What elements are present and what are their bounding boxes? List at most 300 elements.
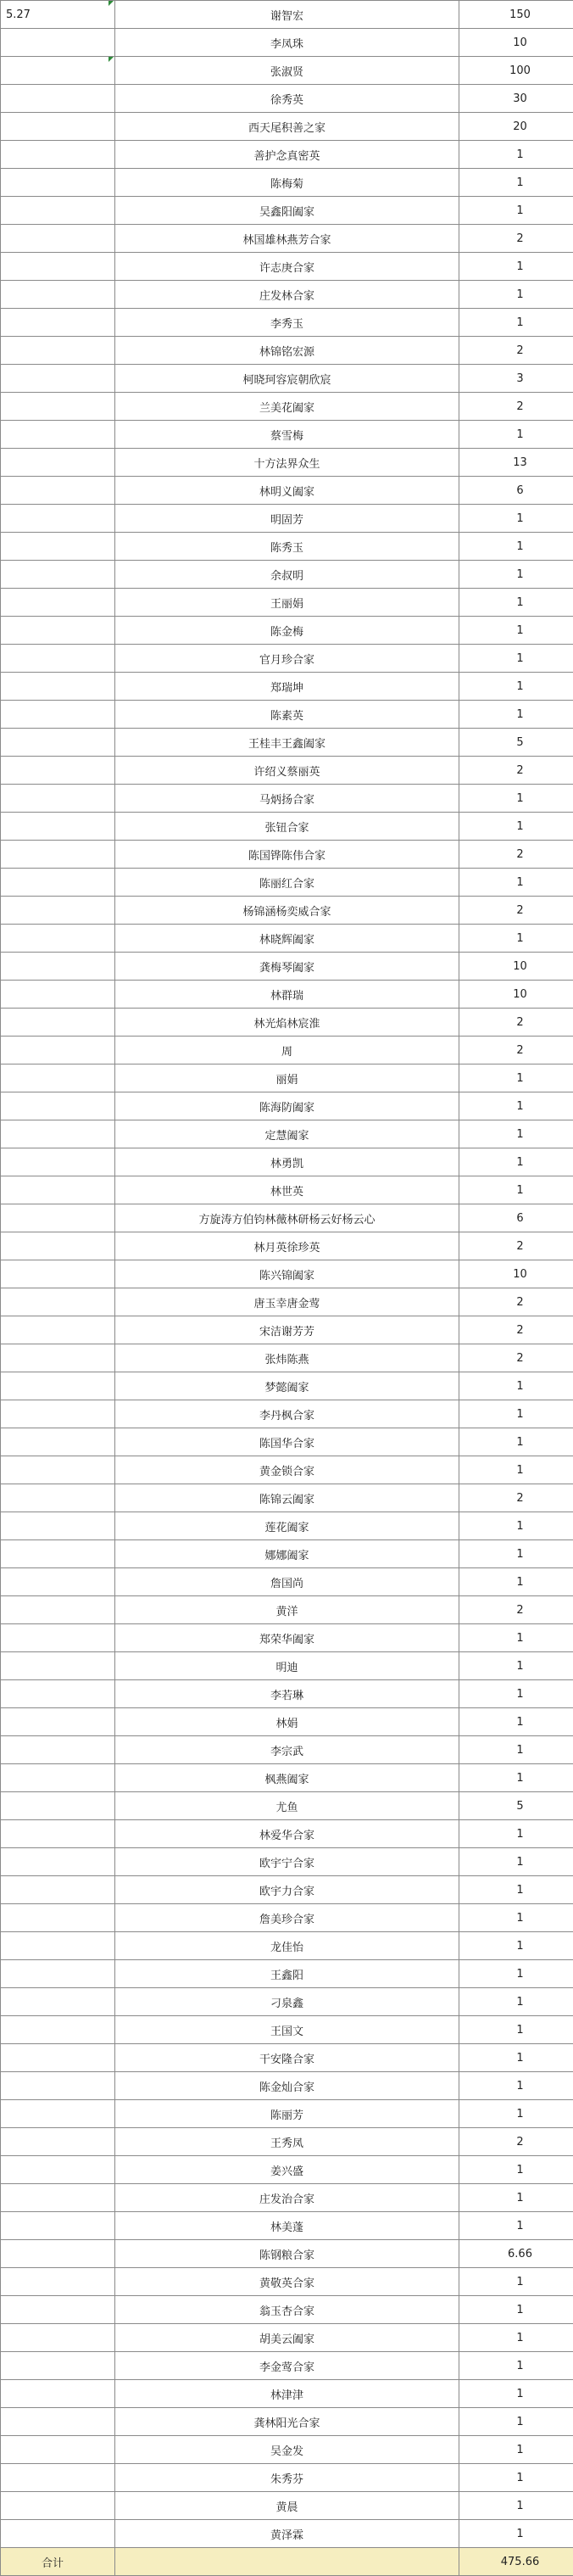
table-row xyxy=(1,2212,573,2240)
donor-name-cell[interactable]: 龙佳怡 xyxy=(115,1932,459,1960)
date-cell[interactable] xyxy=(1,785,115,813)
donor-name-cell[interactable]: 陈兴锦阖家 xyxy=(115,1260,459,1288)
donor-name-cell[interactable]: 陈金梅 xyxy=(115,617,459,645)
donor-name-cell[interactable]: 陈丽红合家 xyxy=(115,869,459,897)
amount-cell[interactable]: 2 xyxy=(459,1232,573,1260)
amount-cell[interactable]: 1 xyxy=(459,2296,573,2324)
date-cell[interactable] xyxy=(1,1652,115,1680)
donor-name-cell[interactable]: 胡美云阖家 xyxy=(115,2324,459,2352)
amount-cell[interactable]: 1 xyxy=(459,2184,573,2212)
amount-cell[interactable]: 1 xyxy=(459,1372,573,1400)
donor-name-cell[interactable]: 枫燕阖家 xyxy=(115,1764,459,1792)
date-cell[interactable] xyxy=(1,1512,115,1540)
date-cell[interactable] xyxy=(1,1204,115,1232)
amount-cell[interactable]: 20 xyxy=(459,113,573,141)
donor-name-cell[interactable]: 张淑贤 xyxy=(115,57,459,85)
date-cell[interactable] xyxy=(1,589,115,617)
date-cell[interactable] xyxy=(1,1792,115,1820)
date-cell[interactable] xyxy=(1,2044,115,2072)
donor-name-cell[interactable]: 林月英徐珍英 xyxy=(115,1232,459,1260)
date-cell[interactable] xyxy=(1,2408,115,2436)
donor-name-cell[interactable]: 林明义阖家 xyxy=(115,477,459,505)
amount-cell[interactable]: 1 xyxy=(459,1652,573,1680)
amount-cell[interactable]: 1 xyxy=(459,1064,573,1092)
table-row xyxy=(1,2296,573,2324)
amount-cell[interactable]: 1 xyxy=(459,421,573,449)
amount-cell[interactable]: 2 xyxy=(459,1344,573,1372)
date-cell[interactable] xyxy=(1,1540,115,1568)
donor-name-cell[interactable]: 陈丽芳 xyxy=(115,2100,459,2128)
donation-table-body xyxy=(1,1,573,2576)
donor-name-cell[interactable]: 杨锦涵杨奕威合家 xyxy=(115,897,459,925)
donor-name-cell[interactable]: 吴金发 xyxy=(115,2436,459,2464)
table-row xyxy=(1,2100,573,2128)
donor-name-cell[interactable]: 龚林阳光合家 xyxy=(115,2408,459,2436)
donor-name-cell[interactable]: 张炜陈燕 xyxy=(115,1344,459,1372)
donor-name-cell[interactable]: 陈金灿合家 xyxy=(115,2072,459,2100)
date-cell[interactable] xyxy=(1,309,115,337)
amount-cell[interactable]: 1 xyxy=(459,1148,573,1176)
donor-name-cell[interactable]: 欧宇力合家 xyxy=(115,1876,459,1904)
donor-name-cell[interactable]: 周 xyxy=(115,1037,459,1064)
donor-name-cell[interactable]: 黄洋 xyxy=(115,1596,459,1624)
donor-name-cell[interactable]: 王鑫阳 xyxy=(115,1960,459,1988)
donor-name-cell[interactable]: 吴鑫阳阖家 xyxy=(115,197,459,225)
amount-cell[interactable]: 1 xyxy=(459,2436,573,2464)
amount-cell[interactable]: 2 xyxy=(459,757,573,785)
donor-name-cell[interactable]: 李金莺合家 xyxy=(115,2352,459,2380)
table-row xyxy=(1,2408,573,2436)
amount-cell[interactable]: 1 xyxy=(459,617,573,645)
amount-cell[interactable]: 10 xyxy=(459,981,573,1009)
donor-name-cell[interactable]: 官月珍合家 xyxy=(115,645,459,673)
amount-cell[interactable]: 1 xyxy=(459,169,573,197)
donor-name-cell[interactable]: 李秀玉 xyxy=(115,309,459,337)
donor-name-cell[interactable]: 莲花阖家 xyxy=(115,1512,459,1540)
donor-name-cell[interactable]: 马炳扬合家 xyxy=(115,785,459,813)
donor-name-cell[interactable]: 干安隆合家 xyxy=(115,2044,459,2072)
date-cell[interactable] xyxy=(1,2296,115,2324)
donor-name-cell[interactable]: 梦懿阖家 xyxy=(115,1372,459,1400)
table-row xyxy=(1,2352,573,2380)
donor-name-cell[interactable]: 李宗武 xyxy=(115,1736,459,1764)
donor-name-cell[interactable]: 徐秀英 xyxy=(115,85,459,113)
date-cell[interactable] xyxy=(1,2464,115,2492)
date-cell[interactable] xyxy=(1,2016,115,2044)
date-cell[interactable] xyxy=(1,1596,115,1624)
amount-cell[interactable]: 1 xyxy=(459,2324,573,2352)
date-cell[interactable] xyxy=(1,897,115,925)
donor-name-cell[interactable]: 陈海防阖家 xyxy=(115,1092,459,1120)
amount-cell[interactable]: 1 xyxy=(459,2380,573,2408)
date-cell[interactable] xyxy=(1,1764,115,1792)
donor-name-cell[interactable]: 庄发治合家 xyxy=(115,2184,459,2212)
date-cell[interactable] xyxy=(1,1400,115,1428)
amount-cell[interactable]: 1 xyxy=(459,673,573,701)
amount-cell[interactable]: 1 xyxy=(459,561,573,589)
donor-name-cell[interactable]: 善护念真密英 xyxy=(115,141,459,169)
date-cell[interactable] xyxy=(1,1260,115,1288)
table-row xyxy=(1,1708,573,1736)
date-cell[interactable] xyxy=(1,1456,115,1484)
donor-name-cell[interactable]: 林晓辉阖家 xyxy=(115,925,459,953)
donor-name-cell[interactable]: 余叔明 xyxy=(115,561,459,589)
date-cell[interactable] xyxy=(1,1484,115,1512)
amount-cell[interactable]: 1 xyxy=(459,589,573,617)
date-cell[interactable] xyxy=(1,1428,115,1456)
date-cell[interactable] xyxy=(1,1092,115,1120)
table-row xyxy=(1,1988,573,2016)
donor-name-cell[interactable]: 朱秀芬 xyxy=(115,2464,459,2492)
amount-cell[interactable]: 1 xyxy=(459,253,573,281)
amount-cell[interactable]: 6.66 xyxy=(459,2240,573,2268)
date-cell[interactable] xyxy=(1,701,115,729)
amount-cell[interactable]: 1 xyxy=(459,2044,573,2072)
date-cell[interactable] xyxy=(1,953,115,981)
date-cell[interactable] xyxy=(1,225,115,253)
amount-cell[interactable]: 1 xyxy=(459,2464,573,2492)
date-cell[interactable] xyxy=(1,1708,115,1736)
amount-cell[interactable]: 1 xyxy=(459,141,573,169)
donor-name-cell[interactable]: 娜娜阖家 xyxy=(115,1540,459,1568)
donor-name-cell[interactable]: 十方法界众生 xyxy=(115,449,459,477)
donor-name-cell[interactable]: 王桂丰王鑫阖家 xyxy=(115,729,459,757)
donor-name-cell[interactable]: 林国雄林燕芳合家 xyxy=(115,225,459,253)
date-cell[interactable] xyxy=(1,1988,115,2016)
date-cell[interactable] xyxy=(1,421,115,449)
date-cell[interactable] xyxy=(1,85,115,113)
amount-cell[interactable]: 1 xyxy=(459,505,573,533)
amount-cell[interactable]: 5 xyxy=(459,1792,573,1820)
date-cell[interactable] xyxy=(1,57,115,85)
amount-cell[interactable]: 2 xyxy=(459,225,573,253)
donor-name-cell[interactable]: 王秀凤 xyxy=(115,2128,459,2156)
table-row xyxy=(1,1400,573,1428)
donor-name-cell[interactable]: 李丹枫合家 xyxy=(115,1400,459,1428)
amount-cell[interactable]: 5 xyxy=(459,729,573,757)
date-cell[interactable] xyxy=(1,673,115,701)
amount-cell[interactable]: 30 xyxy=(459,85,573,113)
donor-name-cell[interactable]: 谢智宏 xyxy=(115,1,459,29)
date-cell[interactable] xyxy=(1,1848,115,1876)
date-cell[interactable] xyxy=(1,1736,115,1764)
amount-cell[interactable]: 1 xyxy=(459,2212,573,2240)
date-cell[interactable] xyxy=(1,505,115,533)
donor-name-cell[interactable]: 方旋涛方伯钧林薇林研杨云好杨云心 xyxy=(115,1204,459,1232)
date-cell[interactable] xyxy=(1,365,115,393)
date-cell[interactable] xyxy=(1,1344,115,1372)
donor-name-cell[interactable]: 黄敬英合家 xyxy=(115,2268,459,2296)
donor-name-cell[interactable]: 林美蓬 xyxy=(115,2212,459,2240)
date-cell[interactable] xyxy=(1,197,115,225)
date-cell[interactable] xyxy=(1,757,115,785)
amount-cell[interactable]: 1 xyxy=(459,1848,573,1876)
donor-name-cell[interactable]: 陈锦云阖家 xyxy=(115,1484,459,1512)
amount-cell[interactable]: 2 xyxy=(459,1596,573,1624)
donor-name-cell[interactable]: 郑瑞坤 xyxy=(115,673,459,701)
amount-cell[interactable]: 1 xyxy=(459,1876,573,1904)
donor-name-cell[interactable]: 陈秀玉 xyxy=(115,533,459,561)
donor-name-cell[interactable]: 林娟 xyxy=(115,1708,459,1736)
amount-cell[interactable]: 1 xyxy=(459,1400,573,1428)
donor-name-cell[interactable]: 王国文 xyxy=(115,2016,459,2044)
amount-cell[interactable]: 2 xyxy=(459,1288,573,1316)
date-cell[interactable] xyxy=(1,1316,115,1344)
amount-cell[interactable]: 2 xyxy=(459,337,573,365)
amount-cell[interactable]: 1 xyxy=(459,1820,573,1848)
table-row xyxy=(1,281,573,309)
amount-cell[interactable]: 13 xyxy=(459,449,573,477)
table-row xyxy=(1,393,573,421)
date-cell[interactable] xyxy=(1,981,115,1009)
date-cell[interactable] xyxy=(1,841,115,869)
table-row xyxy=(1,1009,573,1037)
table-row xyxy=(1,1260,573,1288)
table-row xyxy=(1,1092,573,1120)
date-cell[interactable] xyxy=(1,2324,115,2352)
amount-cell[interactable]: 1 xyxy=(459,309,573,337)
donor-name-cell[interactable]: 林世英 xyxy=(115,1176,459,1204)
date-cell[interactable] xyxy=(1,1009,115,1037)
amount-cell[interactable]: 1 xyxy=(459,2492,573,2520)
date-cell[interactable] xyxy=(1,2492,115,2520)
donor-name-cell[interactable]: 姜兴盛 xyxy=(115,2156,459,2184)
donor-name-cell[interactable]: 陈国华合家 xyxy=(115,1428,459,1456)
date-cell[interactable] xyxy=(1,2240,115,2268)
amount-cell[interactable]: 1 xyxy=(459,1680,573,1708)
date-cell[interactable] xyxy=(1,1176,115,1204)
amount-cell[interactable]: 1 xyxy=(459,2156,573,2184)
date-cell[interactable] xyxy=(1,729,115,757)
donor-name-cell[interactable]: 唐玉幸唐金莺 xyxy=(115,1288,459,1316)
date-cell[interactable] xyxy=(1,1960,115,1988)
date-cell[interactable] xyxy=(1,2268,115,2296)
table-row xyxy=(1,1568,573,1596)
date-cell[interactable] xyxy=(1,2100,115,2128)
donor-name-cell[interactable]: 黄晨 xyxy=(115,2492,459,2520)
date-cell[interactable] xyxy=(1,869,115,897)
donor-name-cell[interactable]: 黄泽霖 xyxy=(115,2520,459,2548)
amount-cell[interactable]: 2 xyxy=(459,1484,573,1512)
donor-name-cell[interactable]: 刁泉鑫 xyxy=(115,1988,459,2016)
date-cell[interactable] xyxy=(1,1568,115,1596)
date-cell[interactable] xyxy=(1,1037,115,1064)
amount-cell[interactable]: 1 xyxy=(459,533,573,561)
amount-cell[interactable]: 1 xyxy=(459,645,573,673)
donor-name-cell[interactable]: 蔡雪梅 xyxy=(115,421,459,449)
donor-name-cell[interactable]: 林群瑞 xyxy=(115,981,459,1009)
donor-name-cell[interactable]: 定慧阖家 xyxy=(115,1120,459,1148)
date-cell[interactable] xyxy=(1,1232,115,1260)
amount-cell[interactable]: 1 xyxy=(459,1092,573,1120)
donor-name-cell[interactable]: 丽娟 xyxy=(115,1064,459,1092)
amount-cell[interactable]: 10 xyxy=(459,1260,573,1288)
amount-cell[interactable]: 1 xyxy=(459,2016,573,2044)
date-cell[interactable] xyxy=(1,1904,115,1932)
table-row xyxy=(1,2492,573,2520)
date-cell[interactable] xyxy=(1,1372,115,1400)
donor-name-cell[interactable]: 詹美珍合家 xyxy=(115,1904,459,1932)
date-cell[interactable] xyxy=(1,1932,115,1960)
amount-cell[interactable]: 1 xyxy=(459,281,573,309)
amount-cell[interactable]: 1 xyxy=(459,925,573,953)
date-cell[interactable] xyxy=(1,281,115,309)
amount-cell[interactable]: 1 xyxy=(459,1512,573,1540)
date-cell[interactable] xyxy=(1,1624,115,1652)
amount-cell[interactable]: 1 xyxy=(459,1708,573,1736)
amount-cell[interactable]: 2 xyxy=(459,2128,573,2156)
amount-cell[interactable]: 1 xyxy=(459,197,573,225)
date-cell[interactable] xyxy=(1,1148,115,1176)
amount-cell[interactable]: 1 xyxy=(459,785,573,813)
total-amount-cell[interactable]: 475.66 xyxy=(459,2548,573,2576)
amount-cell[interactable]: 3 xyxy=(459,365,573,393)
amount-cell[interactable]: 1 xyxy=(459,1428,573,1456)
date-cell[interactable] xyxy=(1,617,115,645)
date-cell[interactable] xyxy=(1,2520,115,2548)
donor-name-cell[interactable]: 欧宇宁合家 xyxy=(115,1848,459,1876)
amount-cell[interactable]: 1 xyxy=(459,1960,573,1988)
amount-cell[interactable]: 10 xyxy=(459,953,573,981)
amount-cell[interactable]: 1 xyxy=(459,1932,573,1960)
table-row xyxy=(1,1120,573,1148)
date-cell[interactable] xyxy=(1,449,115,477)
date-cell[interactable] xyxy=(1,253,115,281)
date-cell[interactable] xyxy=(1,813,115,841)
table-row xyxy=(1,757,573,785)
amount-cell[interactable]: 2 xyxy=(459,841,573,869)
date-cell[interactable] xyxy=(1,2380,115,2408)
amount-cell[interactable]: 1 xyxy=(459,2520,573,2548)
donor-name-cell[interactable]: 张钮合家 xyxy=(115,813,459,841)
donor-name-cell[interactable]: 龚梅琴阖家 xyxy=(115,953,459,981)
donor-name-cell[interactable]: 李凤珠 xyxy=(115,29,459,57)
amount-cell[interactable]: 1 xyxy=(459,1904,573,1932)
amount-cell[interactable]: 1 xyxy=(459,1176,573,1204)
date-cell[interactable] xyxy=(1,2128,115,2156)
date-cell[interactable] xyxy=(1,169,115,197)
donor-name-cell[interactable]: 尤鱼 xyxy=(115,1792,459,1820)
donor-name-cell[interactable]: 林津津 xyxy=(115,2380,459,2408)
date-cell[interactable] xyxy=(1,925,115,953)
date-cell[interactable]: 5.27 xyxy=(1,1,115,29)
donor-name-cell[interactable]: 林爱华合家 xyxy=(115,1820,459,1848)
donor-name-cell[interactable]: 郑荣华阖家 xyxy=(115,1624,459,1652)
amount-cell[interactable]: 2 xyxy=(459,1009,573,1037)
date-cell[interactable] xyxy=(1,393,115,421)
donor-name-cell[interactable]: 许志庚合家 xyxy=(115,253,459,281)
amount-cell[interactable]: 1 xyxy=(459,2072,573,2100)
amount-cell[interactable]: 1 xyxy=(459,2268,573,2296)
date-cell[interactable] xyxy=(1,2184,115,2212)
donor-name-cell[interactable]: 兰美花阖家 xyxy=(115,393,459,421)
donor-name-cell[interactable]: 林锦铭宏源 xyxy=(115,337,459,365)
date-cell[interactable] xyxy=(1,2352,115,2380)
amount-cell[interactable]: 1 xyxy=(459,701,573,729)
amount-cell[interactable]: 1 xyxy=(459,2408,573,2436)
amount-cell[interactable]: 2 xyxy=(459,897,573,925)
amount-cell[interactable]: 1 xyxy=(459,1764,573,1792)
amount-cell[interactable]: 6 xyxy=(459,1204,573,1232)
amount-cell[interactable]: 1 xyxy=(459,2352,573,2380)
table-row xyxy=(1,29,573,57)
date-cell[interactable] xyxy=(1,2212,115,2240)
date-cell[interactable] xyxy=(1,141,115,169)
amount-cell[interactable]: 1 xyxy=(459,813,573,841)
total-empty-cell[interactable] xyxy=(115,2548,459,2576)
donor-name-cell[interactable]: 林光焰林宸淮 xyxy=(115,1009,459,1037)
donor-name-cell[interactable]: 李若琳 xyxy=(115,1680,459,1708)
date-cell[interactable] xyxy=(1,1820,115,1848)
date-cell[interactable] xyxy=(1,533,115,561)
donor-name-cell[interactable]: 王丽娟 xyxy=(115,589,459,617)
donor-name-cell[interactable]: 詹国尚 xyxy=(115,1568,459,1596)
donor-name-cell[interactable]: 许绍义蔡丽英 xyxy=(115,757,459,785)
date-cell[interactable] xyxy=(1,2436,115,2464)
donor-name-cell[interactable]: 西天尾积善之家 xyxy=(115,113,459,141)
donor-name-cell[interactable]: 陈梅菊 xyxy=(115,169,459,197)
donor-name-cell[interactable]: 陈国铧陈伟合家 xyxy=(115,841,459,869)
date-cell[interactable] xyxy=(1,29,115,57)
amount-cell[interactable]: 1 xyxy=(459,2100,573,2128)
date-cell[interactable] xyxy=(1,2072,115,2100)
date-cell[interactable] xyxy=(1,1120,115,1148)
date-cell[interactable] xyxy=(1,1288,115,1316)
amount-cell[interactable]: 1 xyxy=(459,1456,573,1484)
donor-name-cell[interactable]: 林勇凯 xyxy=(115,1148,459,1176)
date-cell[interactable] xyxy=(1,1064,115,1092)
table-row xyxy=(1,561,573,589)
date-cell[interactable] xyxy=(1,477,115,505)
table-row xyxy=(1,2184,573,2212)
table-row xyxy=(1,1064,573,1092)
date-cell[interactable] xyxy=(1,645,115,673)
amount-cell[interactable]: 10 xyxy=(459,29,573,57)
donor-name-cell[interactable]: 柯晓珂容宸朝欣宸 xyxy=(115,365,459,393)
table-row xyxy=(1,1820,573,1848)
date-cell[interactable] xyxy=(1,1680,115,1708)
amount-cell[interactable]: 1 xyxy=(459,1540,573,1568)
total-label-cell[interactable]: 合计 xyxy=(1,2548,115,2576)
amount-cell[interactable]: 6 xyxy=(459,477,573,505)
amount-cell[interactable]: 1 xyxy=(459,1988,573,2016)
amount-cell[interactable]: 100 xyxy=(459,57,573,85)
amount-cell[interactable]: 1 xyxy=(459,1736,573,1764)
date-cell[interactable] xyxy=(1,113,115,141)
donor-name-cell[interactable]: 陈素英 xyxy=(115,701,459,729)
amount-cell[interactable]: 2 xyxy=(459,393,573,421)
amount-cell[interactable]: 150 xyxy=(459,1,573,29)
date-cell[interactable] xyxy=(1,337,115,365)
amount-cell[interactable]: 2 xyxy=(459,1316,573,1344)
donor-name-cell[interactable]: 明固芳 xyxy=(115,505,459,533)
date-cell[interactable] xyxy=(1,561,115,589)
donor-name-cell[interactable]: 明迪 xyxy=(115,1652,459,1680)
amount-cell[interactable]: 1 xyxy=(459,869,573,897)
date-cell[interactable] xyxy=(1,1876,115,1904)
donor-name-cell[interactable]: 庄发林合家 xyxy=(115,281,459,309)
donor-name-cell[interactable]: 翁玉杏合家 xyxy=(115,2296,459,2324)
table-row xyxy=(1,1288,573,1316)
amount-cell[interactable]: 2 xyxy=(459,1037,573,1064)
date-cell[interactable] xyxy=(1,2156,115,2184)
amount-cell[interactable]: 1 xyxy=(459,1624,573,1652)
amount-cell[interactable]: 1 xyxy=(459,1120,573,1148)
amount-cell[interactable]: 1 xyxy=(459,1568,573,1596)
donor-name-cell[interactable]: 陈钢粮合家 xyxy=(115,2240,459,2268)
donor-name-cell[interactable]: 宋洁谢芳芳 xyxy=(115,1316,459,1344)
donor-name-cell[interactable]: 黄金锁合家 xyxy=(115,1456,459,1484)
